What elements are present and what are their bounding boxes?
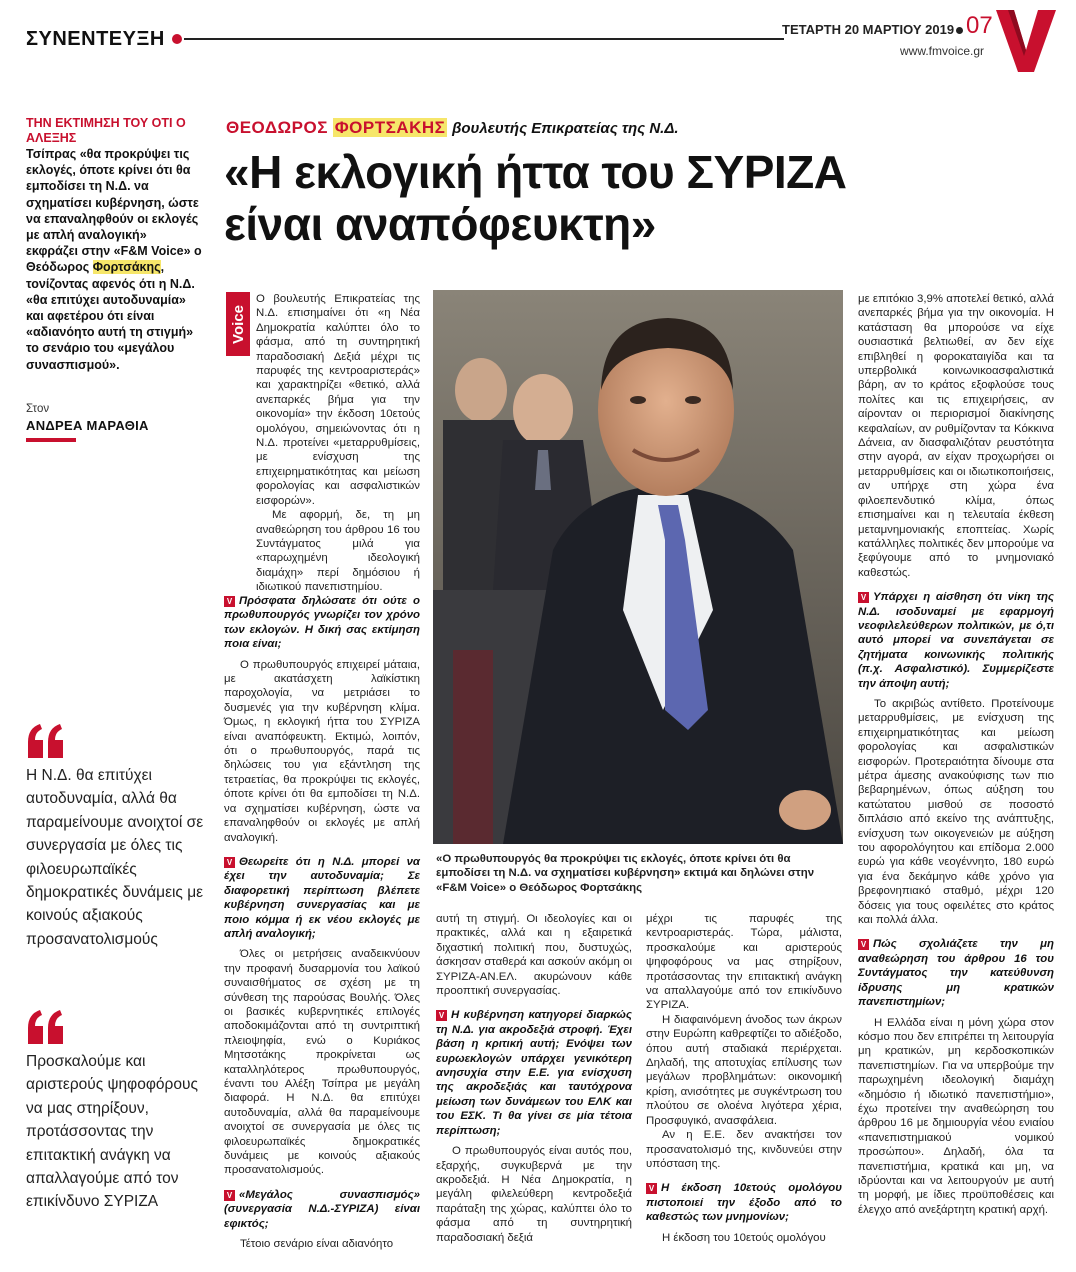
voice-logo-icon xyxy=(996,10,1056,72)
portrait-image xyxy=(433,290,843,844)
v-square-icon: V xyxy=(224,596,235,607)
interviewee-last-name: ΦΟΡΤΣΑΚΗΣ xyxy=(334,118,446,137)
v-square-icon: V xyxy=(646,1183,657,1194)
text-column-2 xyxy=(436,912,632,1245)
pull-quote-2: Προσκαλούμε και αριστερούς ψηφοφόρους να μας στηρίξουν, προτάσσοντας την επιτακτική ανάγκη να απαλλαγούμε από τον επικίνδυνο ΣΥΡΙΖΑ xyxy=(26,1053,198,1211)
header-bullet xyxy=(172,34,182,44)
body-paragraph: Ο βουλευτής Επικρατείας της Ν.Δ. επισημαίνει ότι «η Νέα Δημοκρατία καλύπτει όλο το φάσμα, από τη συντηρητική παραδοσιακή Δεξιά μέχρι τις παρυφές της κεντροαριστεράς» και χαρακτηρίζει «θετικό, αλλά ανεπαρκές βήμα για την οικονομία» την έκδοση 10ετούς ομολόγου, σημειώνοντας ότι η Ν.Δ. προτείνει «μεταρρυθμίσεις, με ενίσχυση της επιχειρηματικότητας και μείωση φορολογίας και ασφαλιστικών εισφορών». xyxy=(256,293,420,507)
body-paragraph: Με αφορμή, δε, τη μη αναθεώρηση του άρθρου 16 του Συντάγματος μιλά για «παρωχημένη ιδεολογική διαμάχη» περί δημόσιου ή ιδιωτικού πανεπιστημίου. xyxy=(256,509,420,594)
date-bullet xyxy=(956,27,963,34)
header-rule xyxy=(184,38,784,40)
interview-question: V Πρόσφατα δηλώσατε ότι ούτε ο πρωθυπουργός γνωρίζει τον χρόνο των εκλογών. Η δική σας εκτίμηση ποια είναι; xyxy=(224,595,420,651)
double-quote-icon xyxy=(26,1010,66,1044)
text-column-1b xyxy=(224,584,420,1251)
photo-caption: «Ο πρωθυπουργός θα προκρύψει τις εκλογές, όποτε κρίνει ότι θα εμποδίσει τη Ν.Δ. να σχηματίσει κυβέρνηση» εκτιμά και δηλώνει στην «F&M Voice» ο Θεόδωρος Φορτσάκης xyxy=(436,853,815,894)
body-paragraph: Η Ελλάδα είναι η μόνη χώρα στον κόσμο που δεν επιτρέπει τη λειτουργία μη κρατικών, μη κερδοσκοπικών πανεπιστημίων. Για να υπερβούμε την παρωχημένη ιδεολογική διαμάχη «δημόσιο ή ιδιωτικό πανεπιστήμιο», έχω προτείνει την αναθεώρηση του άρθρου 16 με δημιουργία νέου ενιαίου «πανεπιστημιακού νομικού προσώπου». Δηλαδή, όλα τα πανεπιστήμια, κρατικά και μη, να ιδρύονται και να λειτουργούν με αυτή τη μορφή, με ίδιες προϋποθέσεις και έλεγχο από ανεξάρτητη κρατική αρχή. xyxy=(858,1016,1054,1216)
body-paragraph: Το ακριβώς αντίθετο. Προτείνουμε μεταρρυθμίσεις, με ενίσχυση της επιχειρηματικότητας και μείωση φορολογίας και ασφαλιστικών εισφορών. Προτεραιότητα δίνουμε στα μέτρα άμεσης ανακούφισης των πιο βεβαρημένων, όπως αύξηση του κατώτατου μισθού σε ποσοστό διπλάσιο από εκείνο της ανάπτυξης, ενίσχυση των οικογενειών με αύξηση του αφορολόγητου και επίδομα 2.000 ευρώ για κάθε νεογέννητο, 180 ευρώ για ένα δεκάμηνο κάθε χρόνο για βρεφονηπιακό σταθμό, μέχρι 120 δόσεις για τους οφειλέτες στο κράτος και πολλά άλλα. xyxy=(858,697,1054,927)
section-label: ΣΥΝΕΝΤΕΥΞΗ xyxy=(26,28,165,50)
body-paragraph: Αν η Ε.Ε. δεν ανακτήσει τον προσανατολισμό της, κινδυνεύει στην υπόσταση της. xyxy=(646,1129,842,1170)
text-column-4 xyxy=(858,292,1054,1217)
body-paragraph: Η διαφαινόμενη άνοδος των άκρων στην Ευρώπη καθρεφτίζει το αδιέξοδο, όπου αυτή σταδιακά περιέρχεται. Δηλαδή, της αποτυχίας επίλυσης των μεγάλων προβλημάτων: οικονομική κρίση, ανισότητες με συγκέντρωση του πλούτου σε ολοένα λιγότερα χέρια, Προσφυγικό, ανασφάλεια. xyxy=(646,1013,842,1127)
body-paragraph: Τέτοιο σενάριο είναι αδιανόητο xyxy=(240,1238,394,1251)
teaser-text-2: , τονίζοντας αφενός ότι η Ν.Δ. «θα επιτύχει αυτοδυναμία» και αφετέρου ότι είναι «αδιανόητο αυτή τη στιγμή» το σενάριο του «μεγάλου συνασπισμού». xyxy=(26,260,195,372)
interview-question: V Θεωρείτε ότι η Ν.Δ. μπορεί να έχει την αυτοδυναμία; Σε διαφορετική περίπτωση βλέπετε κυβέρνηση συνεργασίας και με ποιο κόμμα ή εκ νέου εκλογές με απλή αναλογική; xyxy=(224,855,420,940)
article-headline xyxy=(224,146,1044,250)
voice-tag-label: Voice xyxy=(229,304,247,344)
body-paragraph: αυτή τη στιγμή. Οι ιδεολογίες και οι πρακτικές, αλλά και η εξαιρετικά διχαστική πολιτική που, δυστυχώς, άσκησαν σταθερά και ασκούν ακόμη οι ΣΥΡΙΖΑ-ΑΝ.ΕΛ. ακυρώνουν κάθε προοπτική συνεργασίας. xyxy=(436,913,632,998)
page-header xyxy=(0,0,1076,80)
text-column-3 xyxy=(646,912,842,1245)
interview-question: V Πώς σχολιάζετε την μη αναθεώρηση του άρθρου 16 του Συντάγματος την κατεύθυνση ίδρυσης μη κρατικών πανεπιστημίων; xyxy=(858,938,1054,1009)
interview-question: V Η έκδοση 10ετούς ομολόγου πιστοποιεί την έξοδο από το καθεστώς των μνημονίων; xyxy=(646,1182,842,1224)
teaser-kicker: ΤΗΝ ΕΚΤΙΜΗΣΗ ΤΟΥ ΟΤΙ Ο ΑΛΕΞΗΣ xyxy=(26,116,186,145)
interviewee-photo xyxy=(433,290,843,844)
pull-quote-1: Η Ν.Δ. θα επιτύχει αυτοδυναμία, αλλά θα παραμείνουμε ανοιχτοί σε συνεργασία με όλες τις φιλοευρωπαϊκές δημοκρατικές δυνάμεις με κοινούς αξιακούς προσανατολισμούς xyxy=(26,767,204,948)
teaser-name-highlight: Φορτσάκης xyxy=(92,260,161,275)
page-number: 07 xyxy=(966,12,993,39)
intro-teaser xyxy=(26,116,202,373)
teaser-text-1: Τσίπρας «θα προκρύψει τις εκλογές, όποτε κρίνει ότι θα εμποδίσει τη Ν.Δ. να σχηματίσει κυβέρνηση, ώστε να επαναληφθούν οι εκλογές με απλή αναλογική» εκφράζει στην «F&M Voice» ο Θεόδωρος xyxy=(26,147,202,275)
headline-line-2: είναι αναπόφευκτη» xyxy=(224,198,656,250)
byline-prefix: Στον xyxy=(26,403,50,415)
headline-line-1: «Η εκλογική ήττα του ΣΥΡΙΖΑ xyxy=(224,146,847,198)
double-quote-icon xyxy=(26,724,66,758)
body-paragraph: μέχρι τις παρυφές της κεντροαριστεράς. Τώρα, μάλιστα, προσκαλούμε και αριστερούς ψηφοφόρους να μας στηρίξουν, προτάσσοντας την επιτακτική ανάγκη να απαλλαγούμε από τον επικίνδυνο ΣΥΡΙΖΑ. xyxy=(646,913,842,1012)
teaser-body xyxy=(26,146,202,373)
byline-underline xyxy=(26,438,76,442)
v-square-icon: V xyxy=(858,939,869,950)
body-paragraph: Ο πρωθυπουργός είναι αυτός που, εξαρχής, συγκυβερνά με την ακροδεξιά. Η Νέα Δημοκρατία, η μεγάλη φιλελεύθερη κεντροδεξιά παράταξη της χώρας, καλύπτει όλο το φάσμα από τη συντηρητική παραδοσιακή δεξιά xyxy=(436,1145,632,1244)
body-paragraph: με επιτόκιο 3,9% αποτελεί θετικό, αλλά ανεπαρκές βήμα για την οικονομία. Η κατάσταση θα μπορούσε να είχε ουσιαστικά βελτιωθεί, αν δεν είχε επιβληθεί η φοροκαταιγίδα και τα υπερβολικά κοινωνικοασφαλιστικά βάρη, αν το κράτος εξοφλούσε τους πολίτες και τις επιχειρήσεις, αν αίρονταν οι περιορισμοί διακίνησης κεφαλαίων, αν ρυθμίζονταν τα Κόκκινα Δάνεια, αν διασφαλιζόταν ρευστότητα στην αγορά, αν είχαν προχωρήσει οι μεταρρυθμίσεις και οι ιδιωτικοποιήσεις, αν υπήρχε στη χώρα ένα φιλοεπενδυτικό κλίμα, όπως επισημαίνει και η τελευταία έκθεση μεταμνημονιακής εποπτείας. Χωρίς κατάλληλες πολιτικές δεν μπορούμε να ξεφύγουμε από το μνημονιακό καθεστώς. xyxy=(858,293,1054,579)
v-square-icon: V xyxy=(224,857,235,868)
body-paragraph: Η έκδοση του 10ετούς ομολόγου xyxy=(662,1231,826,1244)
byline-author: ΑΝΔΡΕΑ ΜΑΡΑΘΙΑ xyxy=(26,418,149,433)
v-square-icon: V xyxy=(436,1010,447,1021)
interviewee-line xyxy=(226,118,679,138)
interviewee-role: βουλευτής Επικρατείας της Ν.Δ. xyxy=(452,120,679,137)
body-paragraph: Ο πρωθυπουργός επιχειρεί μάταια, με ακατάσχετη λαϊκίστικη παροχολογία, να μετριάσει το δυσμενές για την κυβέρνηση κλίμα. Όμως, η εκλογική ήττα του ΣΥΡΙΖΑ είναι αναπόφευκτη. Εκτιμώ, λοιπόν, ότι ο πρωθυπουργός, παρά τις δηλώσεις του για εξάντληση της τετραετίας, θα προκρύψει τις εκλογές, όποτε κρίνει ότι θα εμποδίσει τη Ν.Δ. να σχηματίσει κυβέρνηση, ώστε να επαναληφθούν οι εκλογές με απλή αναλογική. xyxy=(224,658,420,844)
interview-question: V «Μεγάλος συνασπισμός» (συνεργασία Ν.Δ.-ΣΥΡΙΖΑ) είναι εφικτός; xyxy=(224,1188,420,1230)
v-square-icon: V xyxy=(224,1190,235,1201)
issue-date: ΤΕΤΑΡΤΗ 20 ΜΑΡΤΙΟΥ 2019 xyxy=(782,22,955,37)
interview-question: V Υπάρχει η αίσθηση ότι νίκη της Ν.Δ. ισοδυναμεί με εφαρμογή νεοφιλελεύθερων πολιτικών, με ό,τι αυτό μπορεί να συνεπάγεται σε ζητήματα κοινωνικής πολιτικής (π.χ. Ασφαλιστικό). Συμμερίζεστε την άποψη αυτή; xyxy=(858,591,1054,690)
v-square-icon: V xyxy=(858,592,869,603)
body-paragraph: Όλες οι μετρήσεις αναδεικνύουν την προφανή δυσαρμονία του λαϊκού συναισθήματος σε σχέση με τη σύνθεση της παρούσας Βουλής. Όλες οι βασικές κυβερνητικές επιλογές αποδοκιμάζονται από τη συντριπτική πλειοψηφία, ενώ ο Κυριάκος Μητσοτάκης προκρίνεται ως καταλληλότερος πρωθυπουργός, έναντι του Αλέξη Τσίπρα με μεγάλη διαφορά. Η Ν.Δ. θα επιτύχει αυτοδυναμία, αλλά θα παραμείνουμε ανοιχτοί σε συνεργασία με όλες τις φιλοευρωπαϊκές δημοκρατικές δυνάμεις με κοινούς αξιακούς προσανατολισμούς. xyxy=(224,948,420,1177)
website-url[interactable]: www.fmvoice.gr xyxy=(900,44,985,58)
interviewee-first-name: ΘΕΟΔΩΡΟΣ xyxy=(226,118,328,137)
interview-question: V Η κυβέρνηση κατηγορεί διαρκώς τη Ν.Δ. για ακροδεξιά στροφή. Έχει βάση η κριτική αυτή; Ενόψει των ευρωεκλογών υπάρχει γενικότερη ανησυχία στην Ε.Ε. για ενίσχυση της ακροδεξιάς και ταυτόχρονα μείωση των δυνάμεων του ΕΛΚ και του ΕΣΚ. Τι θα γίνει σε μία τέτοια περίπτωση; xyxy=(436,1009,632,1137)
text-column-1a xyxy=(256,292,420,595)
